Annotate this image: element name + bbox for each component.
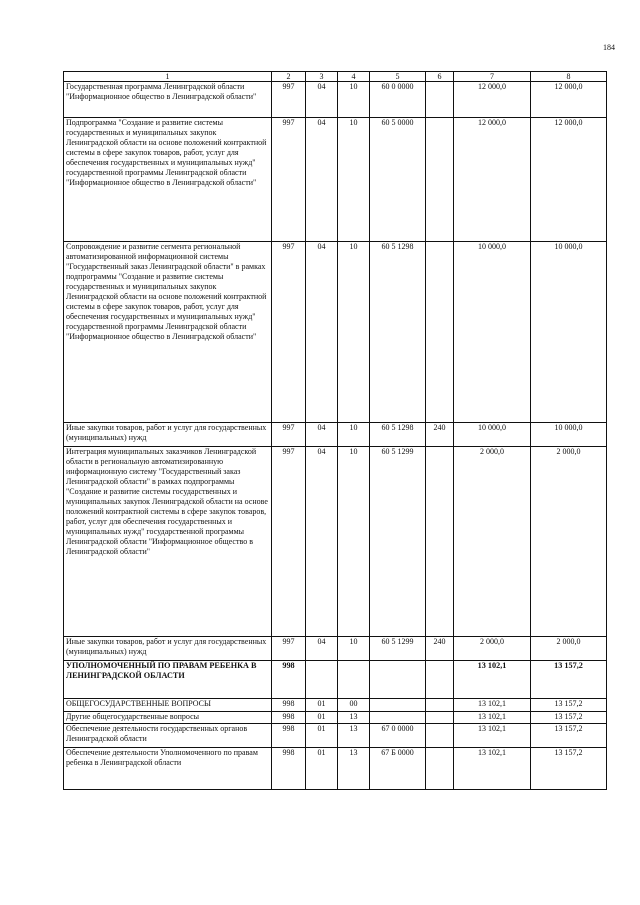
row-expense-type <box>426 661 454 699</box>
row-amount-7: 10 000,0 <box>454 242 531 423</box>
row-name: Другие общегосударственные вопросы <box>64 712 272 724</box>
row-section: 04 <box>306 118 338 242</box>
row-admin-code: 997 <box>272 242 306 423</box>
row-name: Интеграция муниципальных заказчиков Ленинградской области в региональную автоматизированную информационную систему "Государственный заказ Ленинградской области" в рамках подпрограммы "Создание и развитие системы государственных и муниципальных закупок Ленинградской области на основе положений контрактной системы в сфере закупок товаров, работ, услуг для обеспечения государственных и муниципальных нужд" государственной программы Ленинградской области "Информационное общество в Ленинградской области" <box>64 447 272 637</box>
row-amount-7: 13 102,1 <box>454 661 531 699</box>
row-expense-type: 240 <box>426 637 454 661</box>
row-name: УПОЛНОМОЧЕННЫЙ ПО ПРАВАМ РЕБЕНКА В ЛЕНИНГРАДСКОЙ ОБЛАСТИ <box>64 661 272 699</box>
row-amount-8: 10 000,0 <box>531 242 607 423</box>
row-target-article: 60 5 1298 <box>370 423 426 447</box>
row-amount-8: 10 000,0 <box>531 423 607 447</box>
row-target-article: 67 0 0000 <box>370 724 426 748</box>
table-row <box>64 724 607 748</box>
row-amount-7: 13 102,1 <box>454 724 531 748</box>
table-row <box>64 699 607 712</box>
row-target-article: 67 Б 0000 <box>370 748 426 790</box>
row-subsection: 10 <box>338 82 370 118</box>
row-amount-7: 13 102,1 <box>454 712 531 724</box>
col-header-4: 4 <box>338 72 370 82</box>
row-expense-type <box>426 699 454 712</box>
row-section: 04 <box>306 447 338 637</box>
row-expense-type <box>426 242 454 423</box>
row-amount-7: 12 000,0 <box>454 82 531 118</box>
row-amount-7: 13 102,1 <box>454 699 531 712</box>
col-header-6: 6 <box>426 72 454 82</box>
page-number: 184 <box>603 43 615 52</box>
col-header-1: 1 <box>64 72 272 82</box>
row-amount-7: 12 000,0 <box>454 118 531 242</box>
row-admin-code: 998 <box>272 712 306 724</box>
row-expense-type <box>426 748 454 790</box>
row-subsection: 13 <box>338 712 370 724</box>
row-target-article <box>370 712 426 724</box>
row-name: Обеспечение деятельности государственных органов Ленинградской области <box>64 724 272 748</box>
col-header-8: 8 <box>531 72 607 82</box>
row-target-article <box>370 699 426 712</box>
row-subsection: 10 <box>338 447 370 637</box>
row-admin-code: 998 <box>272 748 306 790</box>
row-expense-type: 240 <box>426 423 454 447</box>
row-target-article: 60 5 1299 <box>370 447 426 637</box>
row-section: 04 <box>306 637 338 661</box>
row-admin-code: 998 <box>272 661 306 699</box>
row-amount-7: 2 000,0 <box>454 637 531 661</box>
budget-table <box>63 71 607 790</box>
row-target-article: 60 5 0000 <box>370 118 426 242</box>
row-name: Иные закупки товаров, работ и услуг для государственных (муниципальных) нужд <box>64 637 272 661</box>
row-target-article <box>370 661 426 699</box>
table-row <box>64 637 607 661</box>
row-amount-8: 2 000,0 <box>531 447 607 637</box>
row-section: 04 <box>306 423 338 447</box>
header-row <box>64 72 607 82</box>
row-section: 01 <box>306 748 338 790</box>
row-expense-type <box>426 712 454 724</box>
row-admin-code: 997 <box>272 82 306 118</box>
row-admin-code: 998 <box>272 724 306 748</box>
row-amount-8: 13 157,2 <box>531 712 607 724</box>
table-row <box>64 423 607 447</box>
row-amount-8: 2 000,0 <box>531 637 607 661</box>
row-name: ОБЩЕГОСУДАРСТВЕННЫЕ ВОПРОСЫ <box>64 699 272 712</box>
table-row <box>64 661 607 699</box>
row-admin-code: 997 <box>272 118 306 242</box>
table-row <box>64 118 607 242</box>
row-section: 04 <box>306 242 338 423</box>
row-amount-8: 12 000,0 <box>531 118 607 242</box>
row-section: 04 <box>306 82 338 118</box>
col-header-7: 7 <box>454 72 531 82</box>
row-expense-type <box>426 724 454 748</box>
row-name: Иные закупки товаров, работ и услуг для государственных (муниципальных) нужд <box>64 423 272 447</box>
row-target-article: 60 5 1299 <box>370 637 426 661</box>
row-admin-code: 997 <box>272 423 306 447</box>
row-subsection: 13 <box>338 748 370 790</box>
table-row <box>64 82 607 118</box>
row-name: Подпрограмма "Создание и развитие системы государственных и муниципальных закупок Ленинградской области на основе положений контрактной системы в сфере закупок товаров, работ, услуг для обеспечения государственных и муниципальных нужд" государственной программы Ленинградской области "Информационное общество в Ленинградской области" <box>64 118 272 242</box>
row-amount-7: 10 000,0 <box>454 423 531 447</box>
row-amount-8: 13 157,2 <box>531 699 607 712</box>
row-expense-type <box>426 447 454 637</box>
row-subsection: 10 <box>338 637 370 661</box>
row-amount-8: 12 000,0 <box>531 82 607 118</box>
row-amount-8: 13 157,2 <box>531 724 607 748</box>
row-subsection: 10 <box>338 423 370 447</box>
table-row <box>64 242 607 423</box>
row-section: 01 <box>306 712 338 724</box>
row-subsection: 10 <box>338 242 370 423</box>
row-admin-code: 997 <box>272 447 306 637</box>
row-expense-type <box>426 82 454 118</box>
row-expense-type <box>426 118 454 242</box>
table-row <box>64 712 607 724</box>
row-amount-7: 2 000,0 <box>454 447 531 637</box>
row-section <box>306 661 338 699</box>
row-subsection <box>338 661 370 699</box>
row-name: Государственная программа Ленинградской области "Информационное общество в Ленинградской области" <box>64 82 272 118</box>
col-header-5: 5 <box>370 72 426 82</box>
row-amount-7: 13 102,1 <box>454 748 531 790</box>
row-admin-code: 997 <box>272 637 306 661</box>
row-amount-8: 13 157,2 <box>531 661 607 699</box>
row-target-article: 60 5 1298 <box>370 242 426 423</box>
row-section: 01 <box>306 699 338 712</box>
row-subsection: 13 <box>338 724 370 748</box>
row-amount-8: 13 157,2 <box>531 748 607 790</box>
row-subsection: 00 <box>338 699 370 712</box>
col-header-2: 2 <box>272 72 306 82</box>
table-row <box>64 748 607 790</box>
col-header-3: 3 <box>306 72 338 82</box>
row-section: 01 <box>306 724 338 748</box>
row-subsection: 10 <box>338 118 370 242</box>
row-name: Сопровождение и развитие сегмента региональной автоматизированной информационной системы "Государственный заказ Ленинградской области" в рамках подпрограммы "Создание и развитие системы государственных и муниципальных закупок Ленинградской области на основе положений контрактной системы в сфере закупок товаров, работ, услуг для обеспечения государственных и муниципальных нужд" государственной программы Ленинградской области "Информационное общество в Ленинградской области" <box>64 242 272 423</box>
row-target-article: 60 0 0000 <box>370 82 426 118</box>
row-admin-code: 998 <box>272 699 306 712</box>
row-name: Обеспечение деятельности Уполномоченного по правам ребенка в Ленинградской области <box>64 748 272 790</box>
table-row <box>64 447 607 637</box>
